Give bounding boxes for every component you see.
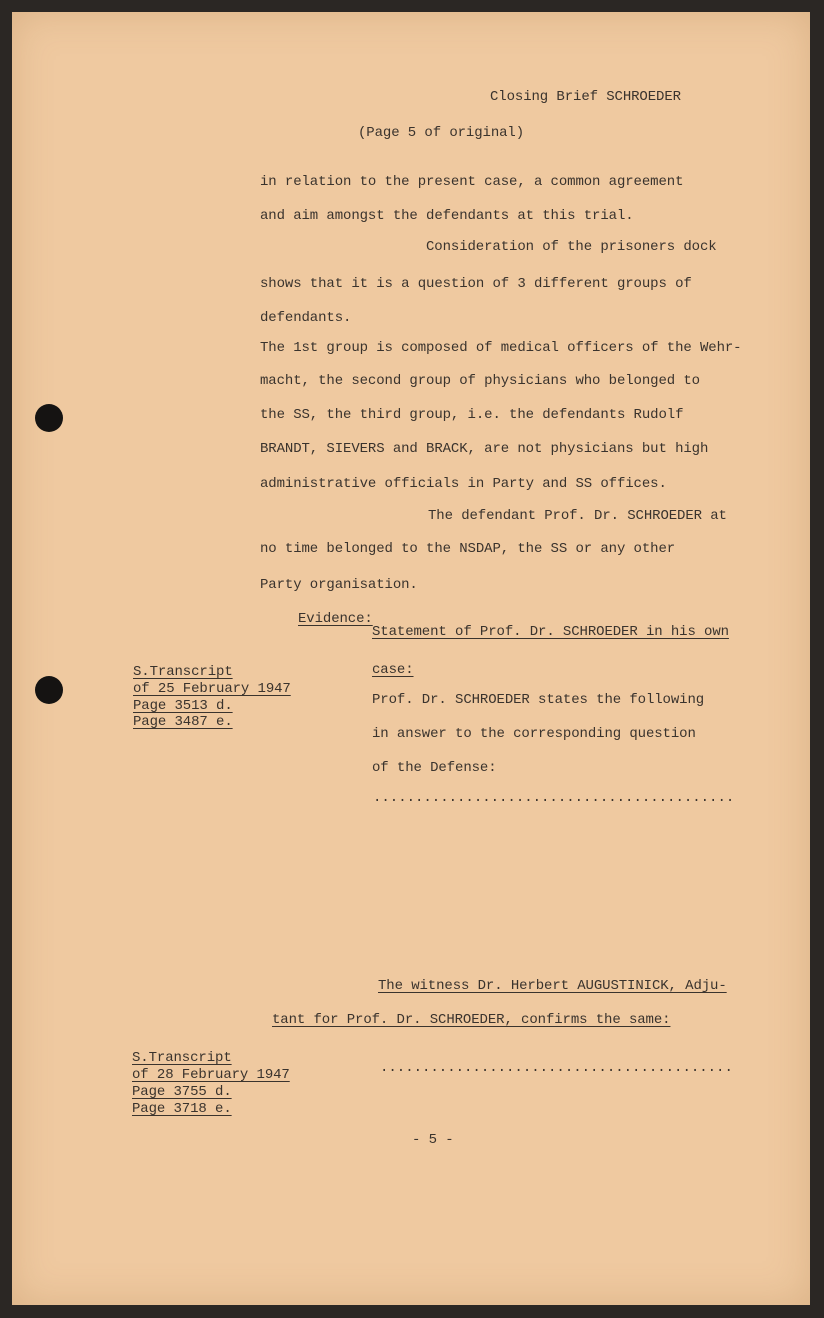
witness-line: The witness Dr. Herbert AUGUSTINICK, Adju- [378, 978, 727, 994]
sidenote-line: of 28 February 1947 [132, 1067, 290, 1083]
statement-line: Prof. Dr. SCHROEDER states the following [372, 692, 705, 708]
body-line: administrative officials in Party and SS offices. [260, 476, 667, 492]
body-line: The defendant Prof. Dr. SCHROEDER at [428, 508, 727, 524]
body-line: shows that it is a question of 3 different groups of [260, 276, 692, 292]
page-number: - 5 - [412, 1132, 454, 1148]
body-line: Consideration of the prisoners dock [426, 239, 717, 255]
sidenote-line: Page 3755 d. [132, 1084, 232, 1100]
body-line: no time belonged to the NSDAP, the SS or any other [260, 541, 676, 557]
evidence-heading: Evidence: [298, 611, 373, 627]
body-line: macht, the second group of physicians who belonged to [260, 373, 700, 389]
body-line: Party organisation. [260, 577, 418, 593]
omission-dots: ........................................... [373, 790, 735, 806]
omission-dots: .......................................... [380, 1060, 733, 1076]
body-line: the SS, the third group, i.e. the defendants Rudolf [260, 407, 684, 423]
punch-hole [35, 404, 63, 432]
witness-line: tant for Prof. Dr. SCHROEDER, confirms the same: [272, 1012, 671, 1028]
sidenote-line: Page 3487 e. [133, 714, 233, 730]
statement-line: in answer to the corresponding question [372, 726, 696, 742]
statement-heading: case: [372, 662, 414, 678]
sidenote-line: Page 3513 d. [133, 698, 233, 714]
punch-hole [35, 676, 63, 704]
sidenote-line: S.Transcript [133, 664, 233, 680]
statement-heading: Statement of Prof. Dr. SCHROEDER in his own [372, 624, 729, 640]
body-line: in relation to the present case, a common agreement [260, 174, 684, 190]
sidenote-line: S.Transcript [132, 1050, 232, 1066]
body-line: The 1st group is composed of medical officers of the Wehr- [260, 340, 742, 356]
statement-line: of the Defense: [372, 760, 497, 776]
body-line: BRANDT, SIEVERS and BRACK, are not physicians but high [260, 441, 709, 457]
body-line: and aim amongst the defendants at this trial. [260, 208, 634, 224]
body-line: defendants. [260, 310, 352, 326]
sidenote-line: Page 3718 e. [132, 1101, 232, 1117]
sidenote-line: of 25 February 1947 [133, 681, 291, 697]
document-title: Closing Brief SCHROEDER [490, 89, 681, 105]
page-reference: (Page 5 of original) [358, 125, 525, 141]
